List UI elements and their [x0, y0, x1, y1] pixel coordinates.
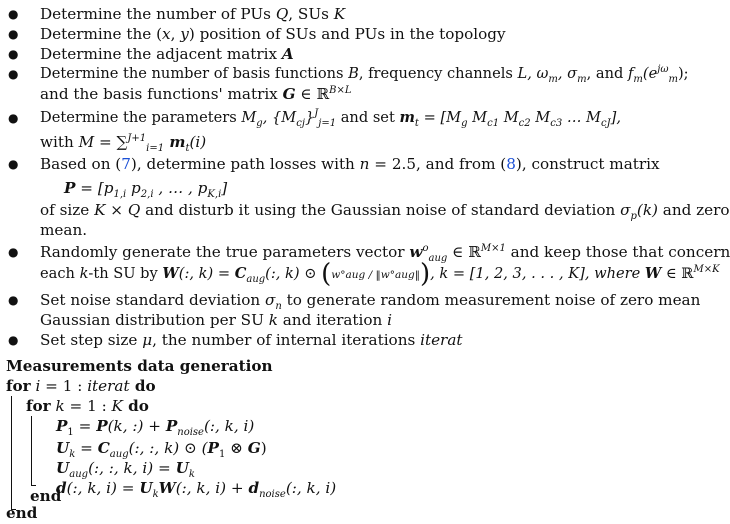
- bullet-5: [40, 108, 621, 128]
- text: ∈ ℝ: [661, 265, 694, 282]
- bullet-marker: ●: [8, 27, 19, 41]
- math: p: [126, 179, 141, 197]
- math: P: [207, 439, 219, 457]
- math: aug: [69, 469, 89, 481]
- math: w: [409, 243, 423, 261]
- math: K: [94, 201, 106, 219]
- math: m: [548, 73, 558, 85]
- math: , … , p: [153, 179, 208, 197]
- bullet-6-cont: [40, 200, 730, 223]
- text: Determine the (: [40, 25, 162, 43]
- math: B: [348, 65, 359, 82]
- math: =: [73, 417, 97, 435]
- math: C: [234, 265, 247, 282]
- text: and set: [336, 109, 400, 126]
- math: iterat: [420, 331, 463, 349]
- math: W: [644, 265, 662, 282]
- math: ⊗: [225, 439, 248, 457]
- text: ∈ ℝ: [447, 243, 481, 261]
- math: k: [188, 469, 195, 481]
- bullet-4: [40, 64, 689, 84]
- math: P: [56, 417, 68, 435]
- section-heading: Measurements data generation: [6, 357, 273, 375]
- text: -th SU by: [88, 265, 163, 282]
- math: m: [399, 109, 415, 126]
- bullet-6-cont2: [40, 220, 87, 240]
- text: ), construct matrix: [515, 155, 660, 173]
- math: (:, k, i) =: [66, 479, 140, 497]
- bullet-7: [40, 242, 730, 265]
- math: ): [419, 259, 431, 289]
- math: g: [256, 117, 263, 129]
- math: G: [282, 85, 296, 103]
- text: = 2.5, and from (: [369, 155, 507, 173]
- bullet-marker: ●: [8, 293, 19, 307]
- math: m: [577, 73, 587, 85]
- math: n: [275, 301, 282, 313]
- math: K: [111, 397, 123, 415]
- text: =: [418, 109, 441, 126]
- math: σ: [620, 201, 631, 219]
- math: j: [301, 117, 305, 129]
- math: U: [56, 459, 70, 477]
- bullet-9: [40, 330, 462, 350]
- math: , σ: [557, 65, 578, 82]
- text: to generate random measurement noise of zero mean: [281, 291, 701, 309]
- text: each: [40, 265, 80, 282]
- text: and the basis functions' matrix: [40, 85, 283, 103]
- text: and zero: [657, 201, 730, 219]
- text: of size: [40, 201, 95, 219]
- math: Q: [275, 5, 289, 23]
- bullet-5-cont: [40, 132, 207, 155]
- math: M: [467, 109, 488, 126]
- keyword: for: [6, 377, 31, 395]
- step-uaug: [56, 458, 195, 481]
- math: cJ: [601, 117, 611, 129]
- text: , and: [586, 65, 628, 82]
- bullet-marker: ●: [8, 157, 19, 171]
- math: M: [241, 109, 257, 126]
- math: ): [260, 439, 267, 457]
- text: ,: [170, 25, 181, 43]
- math: m: [164, 133, 186, 151]
- text: Gaussian distribution per SU: [40, 311, 269, 329]
- equation-ref-link[interactable]: 7: [121, 155, 131, 173]
- math: L: [517, 65, 528, 82]
- math: g: [461, 117, 468, 129]
- math: c: [296, 117, 302, 129]
- math: (:, k, i): [203, 417, 255, 435]
- math: (e: [642, 65, 658, 82]
- math: (k, :) +: [107, 417, 166, 435]
- math: K: [333, 5, 346, 23]
- bullet-marker: ●: [8, 333, 19, 347]
- math: U: [175, 459, 189, 477]
- bullet-7-cont: [40, 259, 720, 289]
- math: C: [97, 439, 110, 457]
- math: ],: [610, 109, 621, 126]
- bullet-marker: ●: [8, 245, 19, 259]
- math: =: [75, 439, 98, 457]
- math: k: [50, 397, 65, 415]
- math: (:, :, k) ⊙ (: [128, 439, 208, 457]
- math: d: [248, 479, 260, 497]
- math: M: [499, 109, 519, 126]
- math: 2,i: [140, 189, 154, 201]
- text: ), determine path losses with: [130, 155, 360, 173]
- math: [p: [97, 179, 114, 197]
- math: c3: [550, 117, 563, 129]
- math: aug: [109, 449, 129, 461]
- math: (k): [636, 201, 658, 219]
- math: U: [56, 439, 70, 457]
- bullet-2: [40, 24, 506, 44]
- math: p: [630, 211, 637, 223]
- bullet-marker: ●: [8, 47, 19, 61]
- math: M: [78, 133, 95, 151]
- math: M×1: [480, 242, 506, 254]
- loop-i-bar: [11, 396, 12, 510]
- math: P: [165, 417, 178, 435]
- text: Set step size: [40, 331, 143, 349]
- bullet-3: [40, 44, 294, 64]
- end-i-loop: end: [6, 504, 38, 522]
- math: M×K: [693, 264, 720, 276]
- text: and keep those that concern: [505, 243, 730, 261]
- keyword: do: [129, 377, 156, 395]
- math: o: [422, 242, 429, 254]
- math: W: [162, 265, 179, 282]
- math: 1,i: [113, 189, 127, 201]
- keyword: for: [26, 397, 51, 415]
- math: k: [79, 265, 89, 282]
- math: σ: [264, 291, 276, 309]
- math: i: [387, 311, 392, 329]
- math: (: [321, 259, 332, 289]
- math: μ: [142, 331, 153, 349]
- math: B×L: [329, 84, 352, 96]
- text: Determine the number of PUs: [40, 5, 276, 23]
- text: with: [40, 133, 79, 151]
- math: d: [56, 479, 67, 497]
- math: 1: [67, 427, 74, 439]
- math: j=1: [318, 117, 337, 129]
- math: K,i: [207, 189, 222, 201]
- math: U: [139, 479, 153, 497]
- math: W: [158, 479, 176, 497]
- math: f: [627, 65, 634, 82]
- math: (i): [189, 133, 207, 151]
- math: x: [162, 25, 171, 43]
- math: noise: [259, 489, 286, 501]
- text: , the number of internal iterations: [152, 331, 421, 349]
- math: G: [247, 439, 261, 457]
- bullet-1: [40, 4, 345, 24]
- math: (:, k, i) +: [175, 479, 249, 497]
- text: Based on (: [40, 155, 122, 173]
- math: n: [359, 155, 370, 173]
- math: (:, :, k, i) =: [88, 459, 176, 477]
- math: 1: [218, 449, 226, 461]
- math: jω: [657, 64, 669, 76]
- for-i-loop: [6, 376, 156, 396]
- math: aug: [246, 273, 266, 285]
- math: Q: [127, 201, 141, 219]
- math: P: [96, 417, 108, 435]
- text: = ∑: [94, 133, 128, 151]
- math: k: [152, 489, 159, 501]
- math: t: [414, 117, 419, 129]
- text: ×: [105, 201, 128, 219]
- math: (:, k) ⊙: [265, 265, 322, 282]
- bullet-8: [40, 290, 701, 313]
- math: aug: [428, 253, 448, 265]
- matrix-P-definition: [64, 178, 228, 201]
- step-p1: [56, 416, 255, 439]
- math: c2: [518, 117, 531, 129]
- bullet-6: [40, 154, 660, 174]
- math: = 1 :: [64, 397, 112, 415]
- text: Determine the adjacent matrix: [40, 45, 282, 63]
- text: );: [677, 65, 689, 82]
- text: and iteration: [277, 311, 388, 329]
- math: i: [30, 377, 41, 395]
- math: k: [69, 449, 76, 461]
- fraction: w°aug / ‖w°aug‖: [331, 269, 420, 281]
- math: , ω: [527, 65, 549, 82]
- bullet-marker: ●: [8, 7, 19, 21]
- text: , frequency channels: [358, 65, 518, 82]
- bullet-marker: ●: [8, 67, 19, 81]
- text: ) position of SUs and PUs in the topology: [188, 25, 506, 43]
- math: [M: [440, 109, 462, 126]
- text: ∈ ℝ: [295, 85, 330, 103]
- math: J+1: [127, 132, 147, 144]
- math: m: [633, 73, 643, 85]
- math: ]: [221, 179, 228, 197]
- math: = 1 :: [40, 377, 88, 395]
- bullet-marker: ●: [8, 111, 19, 125]
- keyword: do: [122, 397, 149, 415]
- math: A: [281, 45, 294, 63]
- math: m: [668, 73, 678, 85]
- for-k-loop: [26, 396, 149, 416]
- math: , k = [1, 2, 3, . . . , K], where: [430, 265, 645, 282]
- bullet-4-cont: [40, 84, 351, 104]
- text: Randomly generate the true parameters vector: [40, 243, 410, 261]
- math: i=1: [146, 143, 165, 155]
- step-d: [56, 478, 337, 501]
- math: t: [185, 143, 190, 155]
- text: Set noise standard deviation: [40, 291, 265, 309]
- math: , {M: [262, 109, 297, 126]
- math: c1: [487, 117, 500, 129]
- math: y: [180, 25, 189, 43]
- math: P: [64, 179, 76, 197]
- equation-ref-link[interactable]: 8: [506, 155, 516, 173]
- text: , SUs: [288, 5, 334, 23]
- math: k: [268, 311, 278, 329]
- bullet-8-cont: [40, 310, 392, 330]
- loop-k-bar: [31, 416, 32, 486]
- step-uk: [56, 438, 267, 461]
- math: M: [530, 109, 551, 126]
- math: J: [314, 108, 319, 120]
- end-k-loop: end: [30, 487, 62, 505]
- text: mean.: [40, 221, 88, 239]
- math: =: [75, 179, 98, 197]
- math: }: [304, 109, 315, 126]
- math: (:, k) =: [178, 265, 235, 282]
- math: (:, k, i): [285, 479, 337, 497]
- math: noise: [177, 427, 204, 439]
- math: iterat: [87, 377, 130, 395]
- math: … M: [562, 109, 602, 126]
- text: Determine the number of basis functions: [40, 65, 349, 82]
- text: Determine the parameters: [40, 109, 242, 126]
- text: and disturb it using the Gaussian noise of standard deviation: [140, 201, 621, 219]
